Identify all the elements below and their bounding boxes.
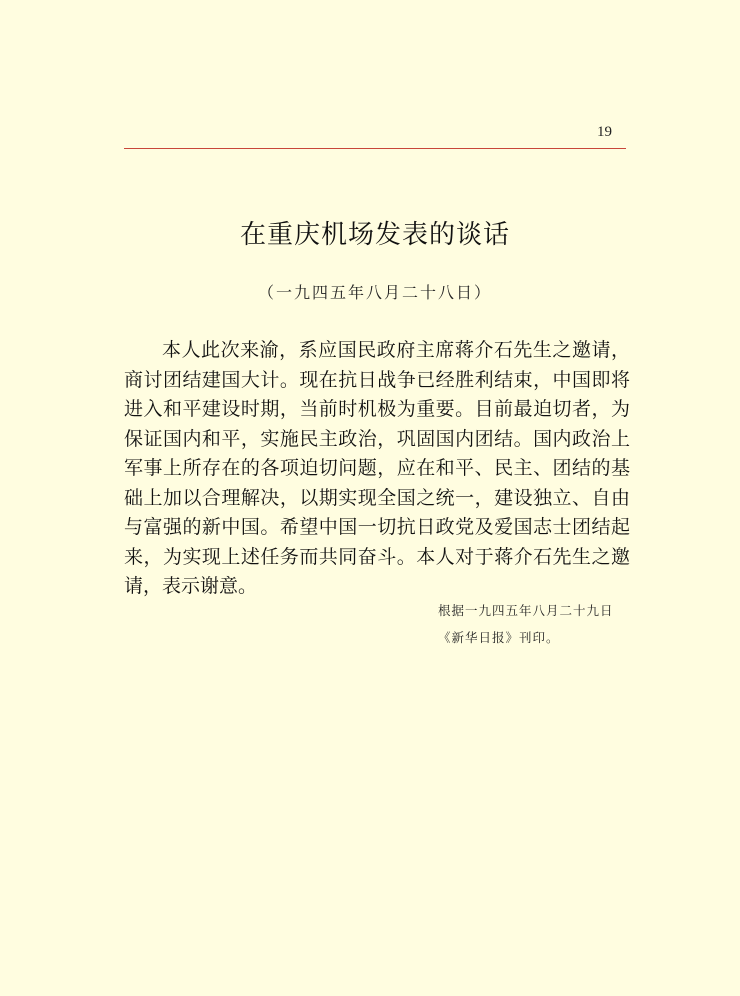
source-note: [438, 597, 638, 651]
article-body: 本人此次来渝，系应国民政府主席蒋介石先生之邀请，商讨团结建国大计。现在抗日战争已经胜利结束，中国即将进入和平建设时期，当前时机极为重要。目前最迫切者，为保证国内和平，实施民主政治，巩固国内团结。国内政治上军事上所存在的各项迫切问题，应在和平、民主、团结的基础上加以合理解决，以期实现全国之统一，建设独立、自由与富强的新中国。希望中国一切抗日政党及爱国志士团结起来，为实现上述任务而共同奋斗。本人对于蒋介石先生之邀请，表示谢意。: [124, 339, 630, 597]
source-note-line-1: 根据一九四五年八月二十九日: [438, 603, 614, 618]
article-date: （一九四五年八月二十八日）: [257, 283, 492, 302]
source-note-line-2: 《新华日报》刊印。: [438, 630, 560, 645]
header-rule: [124, 148, 626, 149]
page-number: 19: [597, 124, 612, 140]
article-title: 在重庆机场发表的谈话: [239, 220, 510, 250]
